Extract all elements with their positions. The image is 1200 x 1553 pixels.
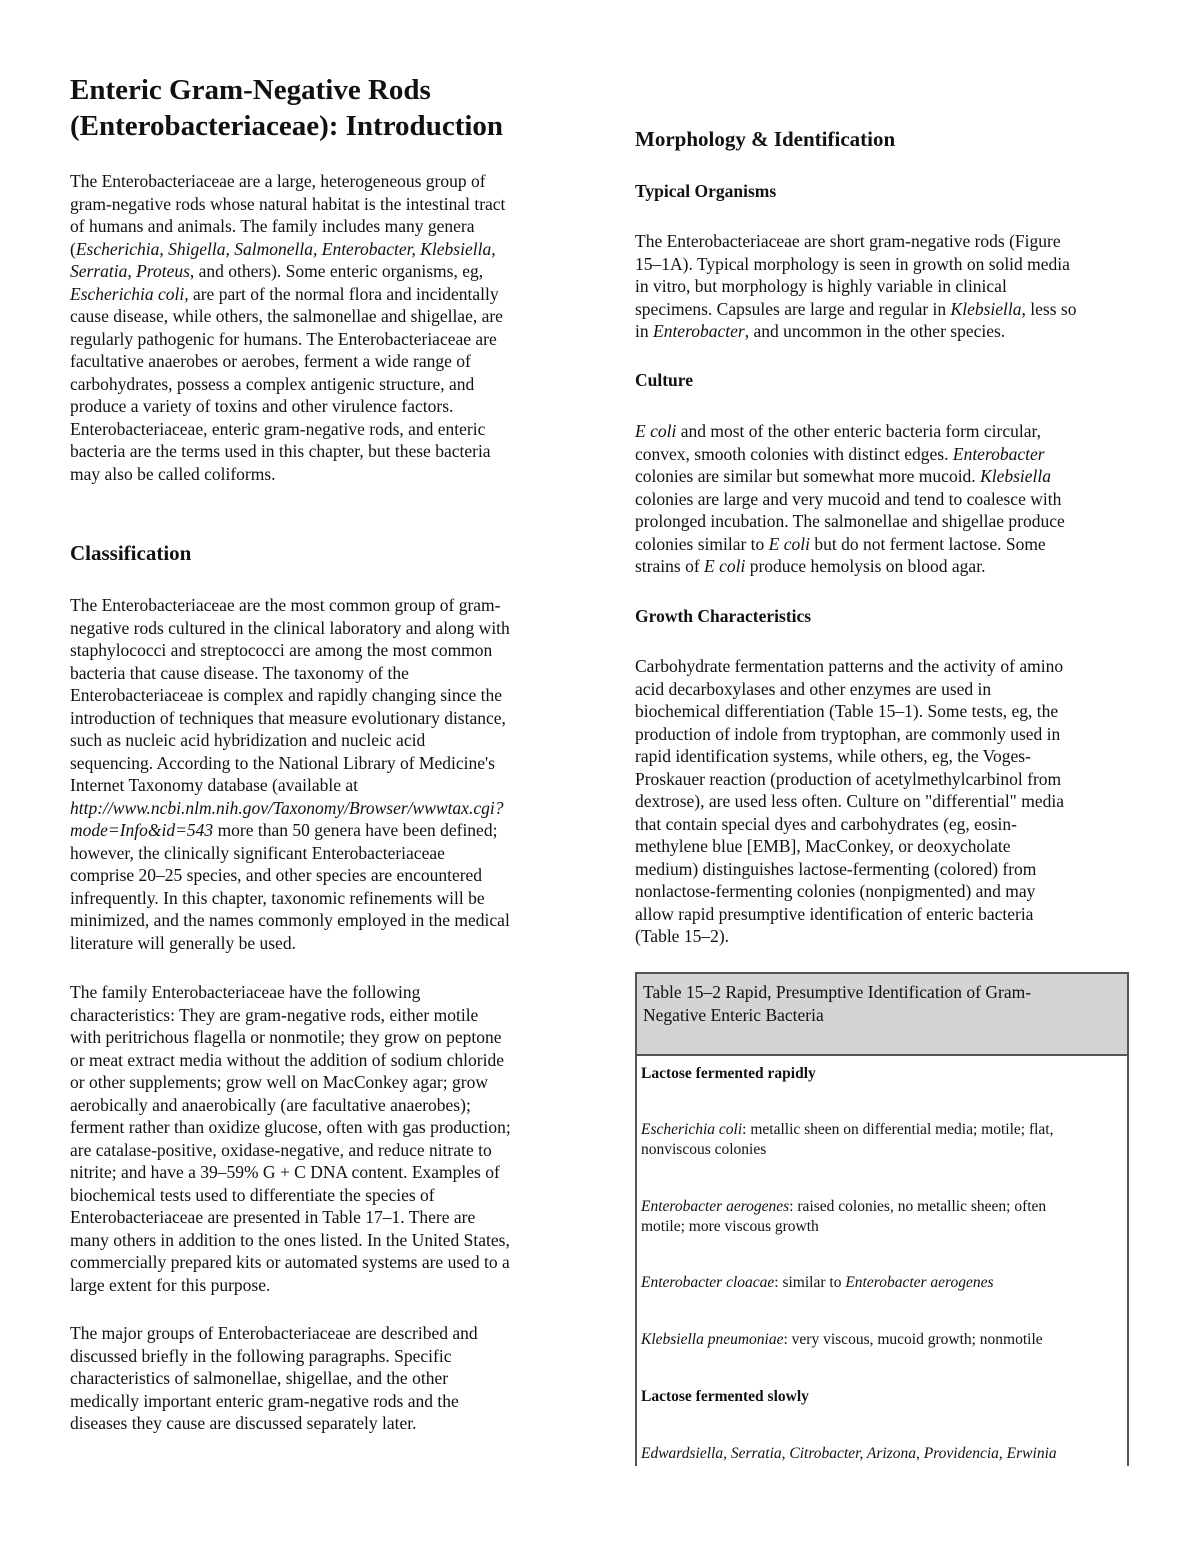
text-line: colonies are similar but somewhat more mucoid. Klebsiella: [635, 466, 1052, 486]
text-line: such as nucleic acid hybridization and nucleic acid: [70, 730, 426, 750]
growth-characteristics-heading: Growth Characteristics: [635, 606, 812, 626]
text-line: infrequently. In this chapter, taxonomic refinements will be: [70, 887, 485, 908]
text-line: rapid identification systems, while others, eg, the Voges-: [635, 746, 1031, 766]
text-line: The family Enterobacteriaceae have the following: [70, 982, 421, 1002]
text-line: staphylococci and streptococci are among the most common: [70, 640, 493, 660]
identification-table: [635, 972, 1129, 1466]
text-line: cause disease, while others, the salmonellae and shigellae, are: [70, 306, 503, 326]
text-line: negative rods cultured in the clinical laboratory and along with: [70, 617, 510, 638]
typical-organisms-heading: Typical Organisms: [635, 181, 777, 201]
italic-text: mode=Info&id=543: [70, 820, 214, 840]
text-line: biochemical tests used to differentiate the species of: [70, 1184, 435, 1205]
italic-text: Serratia, Proteus,: [70, 261, 195, 281]
text-line: or other supplements; grow well on MacConkey agar; grow: [70, 1072, 488, 1092]
table-row: [641, 1387, 1123, 1407]
typical-organisms-paragraph: [635, 230, 1076, 343]
italic-text: Enterobacter aerogenes: [845, 1274, 994, 1291]
text-line: nonviscous colonies: [641, 1141, 767, 1158]
text-line: Enterobacteriaceae, enteric gram-negative rods, and enteric: [70, 418, 486, 439]
growth-characteristics-paragraph: [635, 655, 1064, 948]
italic-text: Enterobacter cloacae: [641, 1274, 775, 1291]
text-line: minimized, and the names commonly employed in the medical: [70, 910, 510, 930]
text-line: Negative Enteric Bacteria: [643, 1004, 824, 1025]
page-title: Enteric Gram-Negative Rods (Enterobacteriaceae): Introduction: [70, 74, 504, 142]
table-row: [641, 1273, 1123, 1293]
text-line: specimens. Capsules are large and regular in Klebsiella, less so: [635, 298, 1077, 319]
text-line: large extent for this purpose.: [70, 1274, 271, 1295]
text-line: may also be called coliforms.: [70, 463, 276, 484]
text-line: The Enterobacteriaceae are short gram-negative rods (Figure: [635, 231, 1061, 251]
italic-text: Enterobacter: [653, 321, 745, 341]
italic-text: http://www.ncbi.nlm.nih.gov/Taxonomy/Browser/wwwtax.cgi?: [70, 797, 504, 818]
text-line: nitrite; and have a 39–59% G + C DNA content. Examples of: [70, 1162, 500, 1182]
italic-text: Escherichia coli,: [70, 283, 189, 304]
text-line: carbohydrates, possess a complex antigenic structure, and: [70, 373, 475, 394]
italic-text: Enterobacter aerogenes: [641, 1198, 790, 1215]
text-line: with peritrichous flagella or nonmotile; they grow on peptone: [70, 1027, 502, 1047]
text-line: commercially prepared kits or automated systems are used to a: [70, 1252, 510, 1272]
text-line: literature will generally be used.: [70, 932, 296, 953]
text-line: (Escherichia, Shigella, Salmonella, Enterobacter, Klebsiella,: [70, 238, 496, 259]
text-line: comprise 20–25 species, and other species are encountered: [70, 865, 483, 885]
text-line: are catalase-positive, oxidase-negative, and reduce nitrate to: [70, 1139, 492, 1160]
text-line: in Enterobacter, and uncommon in the other species.: [635, 321, 1006, 341]
text-line: Lactose fermented rapidly: [641, 1065, 816, 1082]
text-line: convex, smooth colonies with distinct edges. Enterobacter: [635, 443, 1045, 464]
text-line: mode=Info&id=543 more than 50 genera have been defined;: [70, 820, 498, 840]
text-line: introduction of techniques that measure evolutionary distance,: [70, 707, 506, 728]
text-line: aerobically and anaerobically (are facultative anaerobes);: [70, 1094, 471, 1115]
classification-heading: Classification: [70, 541, 192, 565]
text-line: bacteria that cause disease. The taxonomy of the: [70, 662, 409, 683]
table-row: [641, 1120, 1123, 1160]
text-line: regularly pathogenic for humans. The Enterobacteriaceae are: [70, 328, 497, 349]
italic-text: Klebsiella: [950, 298, 1022, 319]
text-line: Enterobacteriaceae is complex and rapidly changing since the: [70, 685, 502, 705]
italic-text: Escherichia coli: [641, 1121, 743, 1138]
text-line: characteristics of salmonellae, shigellae, and the other: [70, 1368, 449, 1388]
text-line: of humans and animals. The family includes many genera: [70, 216, 475, 236]
table-caption: [637, 974, 1127, 1056]
text-line: biochemical differentiation (Table 15–1). Some tests, eg, the: [635, 701, 1059, 721]
italic-text: Klebsiella: [980, 466, 1052, 486]
text-line: motile; more viscous growth: [641, 1218, 819, 1235]
text-line: sequencing. According to the National Library of Medicine's: [70, 752, 495, 773]
text-line: however, the clinically significant Enterobacteriaceae: [70, 842, 445, 863]
text-line: bacteria are the terms used in this chapter, but these bacteria: [70, 441, 491, 461]
text-line: or meat extract media without the addition of sodium chloride: [70, 1049, 504, 1070]
text-line: produce a variety of toxins and other virulence factors.: [70, 396, 454, 416]
text-line: methylene blue [EMB], MacConkey, or deoxycholate: [635, 836, 1011, 856]
classification-paragraph-3: [70, 1322, 478, 1435]
text-line: production of indole from tryptophan, are commonly used in: [635, 723, 1061, 744]
text-line: Enterobacter aerogenes: raised colonies, no metallic sheen; often: [641, 1198, 1047, 1215]
text-line: 15–1A). Typical morphology is seen in growth on solid media: [635, 253, 1070, 274]
intro-paragraph: [70, 170, 505, 485]
text-line: ferment rather than oxidize glucose, often with gas production;: [70, 1117, 511, 1137]
text-line: strains of E coli produce hemolysis on blood agar.: [635, 556, 986, 576]
culture-heading: Culture: [635, 370, 694, 390]
table-row: [641, 1064, 1123, 1084]
text-line: in vitro, but morphology is highly variable in clinical: [635, 276, 1007, 296]
italic-text: E coli: [635, 421, 677, 441]
text-line: Enterobacteriaceae are presented in Table 17–1. There are: [70, 1207, 476, 1227]
table-row: [641, 1330, 1123, 1350]
text-line: allow rapid presumptive identification of enteric bacteria: [635, 903, 1034, 924]
italic-text: Escherichia, Shigella, Salmonella, Enterobacter, Klebsiella,: [75, 238, 496, 259]
classification-paragraph-1: [70, 594, 510, 954]
text-line: nonlactose-fermenting colonies (nonpigmented) and may: [635, 881, 1036, 901]
italic-text: E coli: [704, 556, 746, 576]
text-line: [641, 1444, 1123, 1464]
text-line: colonies similar to E coli but do not ferment lactose. Some: [635, 533, 1046, 554]
italic-text: Klebsiella pneumoniae: [641, 1331, 784, 1348]
text-line: acid decarboxylases and other enzymes are used in: [635, 678, 992, 699]
text-line: many others in addition to the ones listed. In the United States,: [70, 1229, 510, 1250]
italic-text: Edwardsiella, Serratia, Citrobacter, Arizona, Providencia, Erwinia: [641, 1445, 1057, 1462]
text-line: dextrose), are used less often. Culture on "differential" media: [635, 791, 1064, 811]
text-line: gram-negative rods whose natural habitat is the intestinal tract: [70, 193, 506, 214]
text-line: Escherichia coli: metallic sheen on differential media; motile; flat,: [641, 1121, 1054, 1138]
table-row: [641, 1197, 1123, 1237]
table-row: [641, 1444, 1123, 1464]
text-line: Internet Taxonomy database (available at: [70, 775, 359, 795]
text-line: characteristics: They are gram-negative rods, either motile: [70, 1004, 479, 1025]
text-line: that contain special dyes and carbohydrates (eg, eosin-: [635, 813, 1017, 834]
culture-paragraph: [635, 420, 1065, 578]
text-line: prolonged incubation. The salmonellae and shigellae produce: [635, 511, 1065, 531]
text-line: The Enterobacteriaceae are a large, heterogeneous group of: [70, 171, 486, 191]
text-line: Enterobacter cloacae: similar to Enterobacter aerogenes: [641, 1274, 994, 1291]
text-line: Lactose fermented slowly: [641, 1388, 809, 1405]
text-line: Proskauer reaction (production of acetylmethylcarbinol from: [635, 768, 1062, 789]
text-line: Escherichia coli, are part of the normal flora and incidentally: [70, 283, 499, 304]
text-line: The Enterobacteriaceae are the most common group of gram-: [70, 595, 501, 615]
text-line: (Table 15–2).: [635, 926, 730, 946]
text-line: facultative anaerobes or aerobes, ferment a wide range of: [70, 351, 471, 371]
text-line: E coli and most of the other enteric bacteria form circular,: [635, 421, 1042, 441]
classification-paragraph-2: [70, 981, 511, 1296]
italic-text: E coli: [768, 533, 810, 554]
text-line: medium) distinguishes lactose-fermenting (colored) from: [635, 858, 1037, 879]
text-line: diseases they cause are discussed separately later.: [70, 1413, 417, 1433]
text-line: medically important enteric gram-negative rods and the: [70, 1390, 459, 1411]
text-line: colonies are large and very mucoid and tend to coalesce with: [635, 488, 1062, 509]
text-line: Klebsiella pneumoniae: very viscous, mucoid growth; nonmotile: [641, 1331, 1043, 1348]
text-line: Carbohydrate fermentation patterns and the activity of amino: [635, 656, 1064, 676]
italic-text: Enterobacter: [952, 443, 1045, 464]
morphology-heading: Morphology & Identification: [635, 127, 896, 151]
text-line: Serratia, Proteus, and others). Some enteric organisms, eg,: [70, 261, 484, 281]
text-line: discussed briefly in the following paragraphs. Specific: [70, 1345, 452, 1366]
text-line: The major groups of Enterobacteriaceae are described and: [70, 1323, 478, 1343]
text-line: Table 15–2 Rapid, Presumptive Identification of Gram-: [643, 982, 1032, 1002]
text-line: [70, 797, 510, 820]
